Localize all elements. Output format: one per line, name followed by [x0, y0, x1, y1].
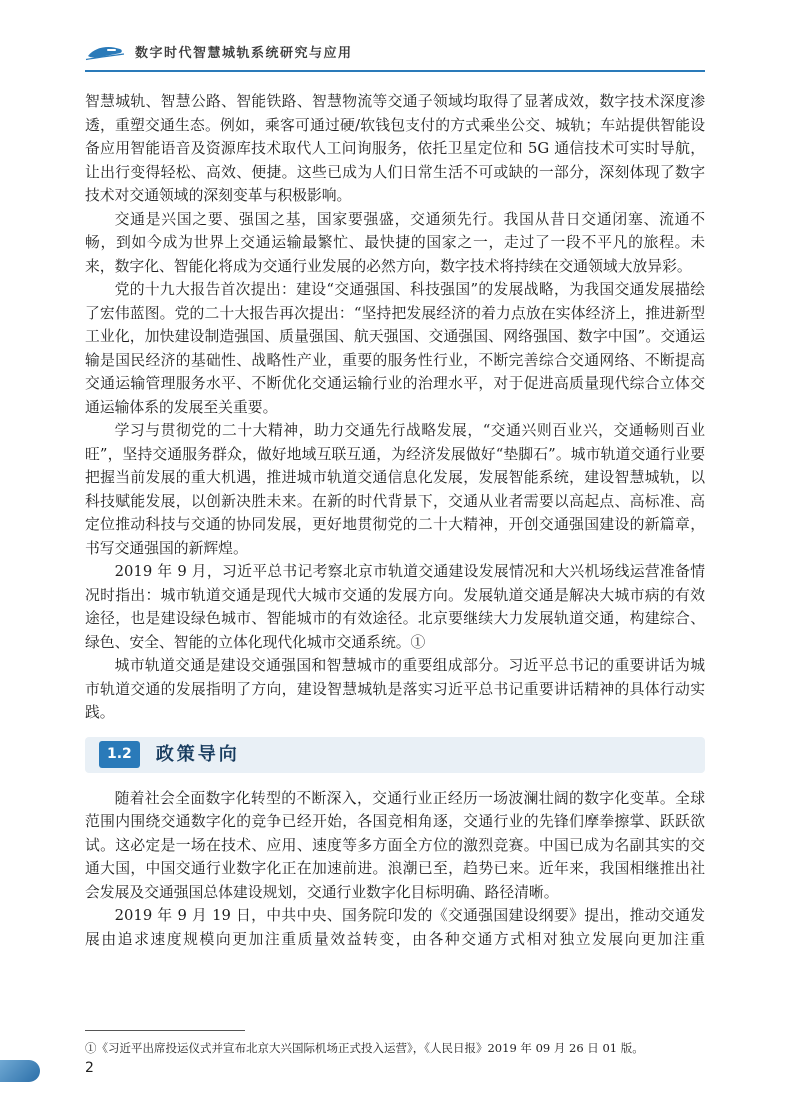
section-heading: [85, 737, 705, 773]
body-paragraph: 交通是兴国之要、强国之基，国家要强盛，交通须先行。我国从昔日交通闭塞、流通不畅，到如今成为世界上交通运输最繁忙、最快捷的国家之一，走过了一段不平凡的旅程。未来，数字化、智能化将成为交通行业发展的必然方向，数字技术将持续在交通领域大放异彩。: [85, 210, 705, 275]
corner-decoration: [0, 1060, 40, 1082]
body-paragraph: 党的十九大报告首次提出：建设“交通强国、科技强国”的发展战略，为我国交通发展描绘了宏伟蓝图。党的二十大报告再次提出：“坚持把发展经济的着力点放在实体经济上，推进新型工业化，加快建设制造强国、质量强国、航天强国、交通强国、网络强国、数字中国”。交通运输是国民经济的基础性、战略性产业，重要的服务性行业，不断完善综合交通网络、不断提高交通运输管理服务水平、不断优化交通运输行业的治理水平，对于促进高质量现代综合立体交通运输体系的发展至关重要。: [85, 281, 705, 416]
header-divider: [85, 70, 705, 72]
footnote: ①《习近平出席投运仪式并宣布北京大兴国际机场正式投入运营》，《人民日报》2019 年 09 月 26 日 01 版。: [85, 1041, 644, 1055]
running-head-title: 数字时代智慧城轨系统研究与应用: [135, 46, 353, 61]
footnote-divider: [85, 1030, 245, 1031]
body-paragraph: 随着社会全面数字化转型的不断深入，交通行业正经历一场波澜壮阔的数字化变革。全球范围内围绕交通数字化的竞争已经开始，各国竞相角逐，交通行业的先锋们摩拳擦掌、跃跃欲试。这必定是一场在技术、应用、速度等多方面全方位的激烈竞赛。中国已成为名副其实的交通大国，中国交通行业数字化正在加速前进。浪潮已至，趋势已来。近年来，我国相继推出社会发展及交通强国总体建设规划，交通行业数字化目标明确、路径清晰。: [85, 789, 705, 901]
page-body: [85, 90, 705, 951]
section-title: 政策导向: [155, 743, 240, 765]
body-paragraph: 智慧城轨、智慧公路、智能铁路、智慧物流等交通子领域均取得了显著成效，数字技术深度渗透，重塑交通生态。例如，乘客可通过硬/软钱包支付的方式乘坐公交、城轨；车站提供智能设备应用智能语音及资源库技术取代人工问询服务，依托卫星定位和 5G 通信技术可实时导航，让出行变得轻松、高效、便捷。这些已成为人们日常生活不可或缺的一部分，深刻体现了数字技术对交通领域的深刻变革与积极影响。: [85, 93, 705, 204]
body-paragraph: 城市轨道交通是建设交通强国和智慧城市的重要组成部分。习近平总书记的重要讲话为城市轨道交通的发展指明了方向，建设智慧城轨是落实习近平总书记重要讲话精神的具体行动实践。: [85, 657, 705, 721]
section-number-badge: 1.2: [99, 741, 140, 769]
page-header: [85, 42, 705, 61]
body-paragraph: 2019 年 9 月，习近平总书记考察北京市轨道交通建设发展情况和大兴机场线运营准备情况时指出：城市轨道交通是现代大城市交通的发展方向。发展轨道交通是解决大城市病的有效途径，也是建设绿色城市、智能城市的有效途径。北京要继续大力发展轨道交通，构建综合、绿色、安全、智能的立体化现代化城市交通系统。①: [85, 563, 705, 651]
body-paragraph: 学习与贯彻党的二十大精神，助力交通先行战略发展，“交通兴则百业兴，交通畅则百业旺”，坚持交通服务群众，做好地域互联互通，为经济发展做好“垫脚石”。城市轨道交通行业要把握当前发展的重大机遇，推进城市轨道交通信息化发展，发展智能系统，建设智慧城轨，以科技赋能发展，以创新决胜未来。在新的时代背景下，交通从业者需要以高起点、高标准、高定位推动科技与交通的协同发展，更好地贯彻党的二十大精神，开创交通强国建设的新篇章，书写交通强国的新辉煌。: [85, 422, 705, 557]
page-number: 2: [85, 1060, 94, 1076]
train-logo-icon: [85, 43, 125, 61]
body-paragraph: 2019 年 9 月 19 日，中共中央、国务院印发的《交通强国建设纲要》提出，推动交通发展由追求速度规模向更加注重质量效益转变，由各种交通方式相对独立发展向更加注重: [85, 907, 705, 948]
